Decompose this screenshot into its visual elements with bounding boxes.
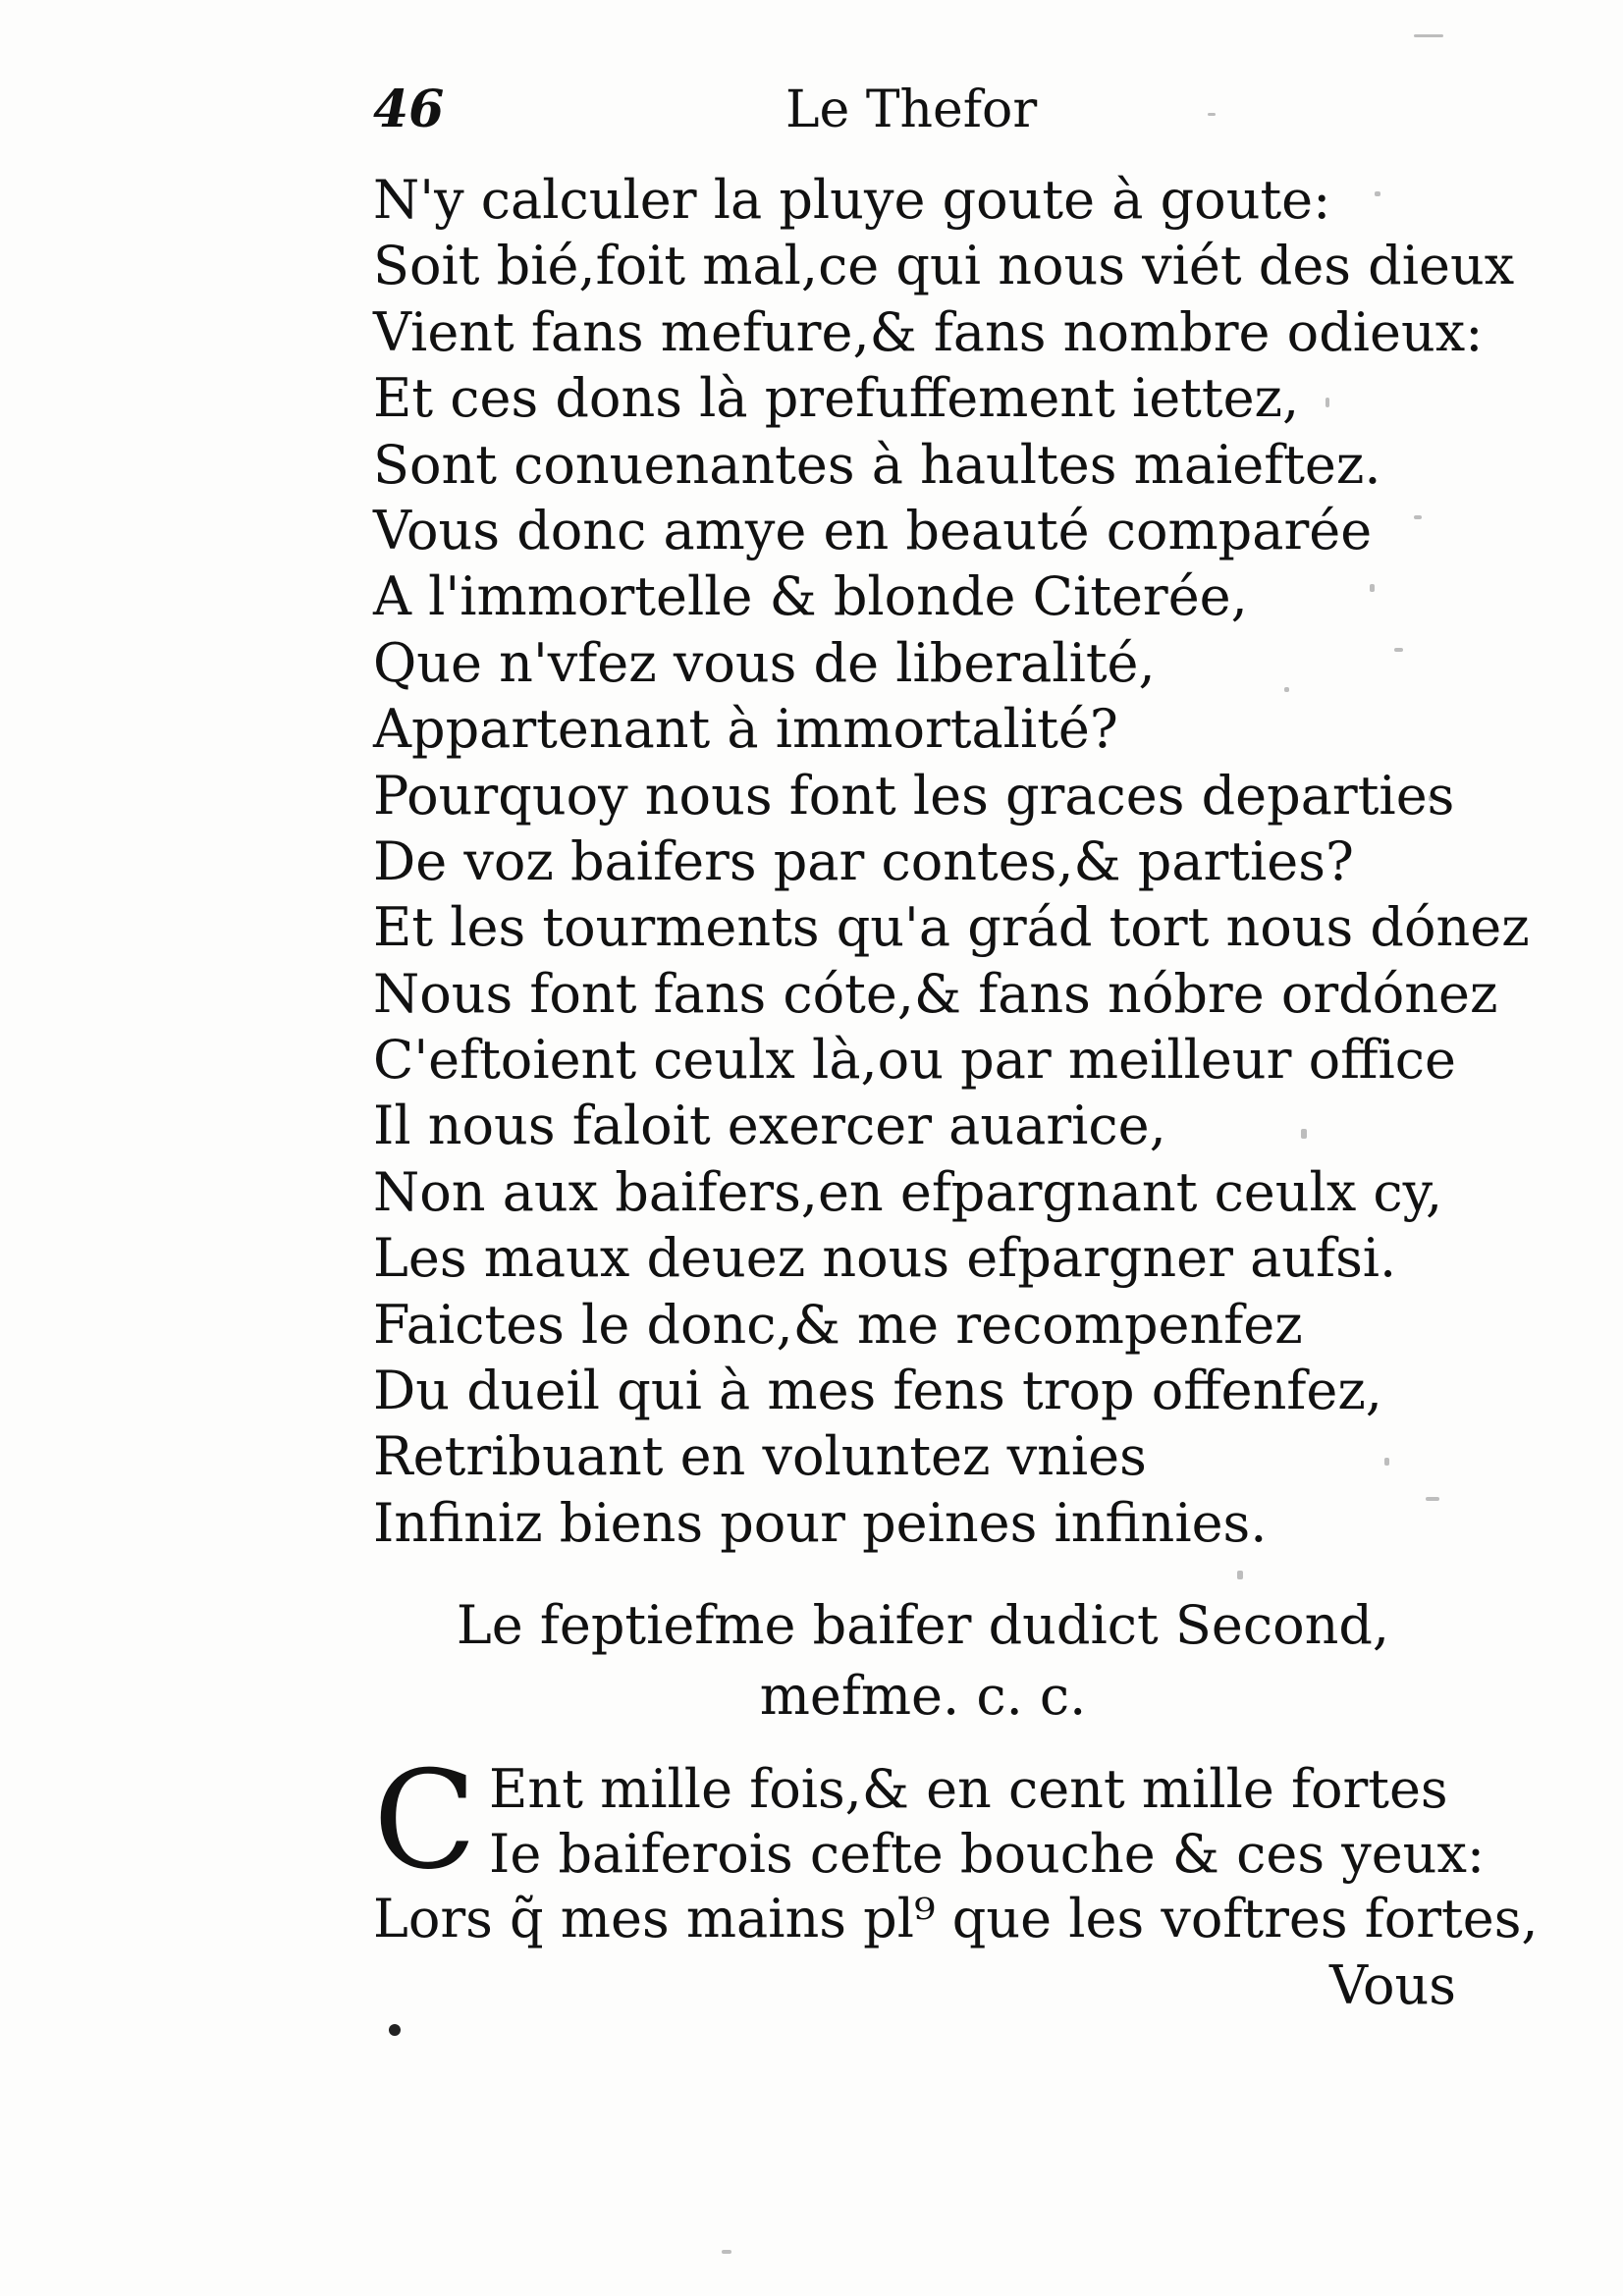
page-number: 46 — [373, 80, 445, 139]
verse-line: Que n'vfez vous de liberalité, — [373, 631, 1156, 694]
heading-subtitle: mefme. c. c. — [759, 1665, 1087, 1727]
bleed-speck — [1414, 34, 1443, 37]
verse-line: Faictes le donc,& me recompenfez — [373, 1293, 1303, 1356]
verse-line: Du dueil qui à mes fens trop offenfez, — [373, 1360, 1382, 1422]
verse-line: Soit bié,foit mal,ce qui nous viét des dieux — [373, 235, 1515, 297]
bleed-speck — [722, 2250, 731, 2254]
stanza-line: Ie baiferois cefte bouche & ces yeux: — [489, 1823, 1486, 1885]
verse-line: Sont conuenantes à haultes maieftez. — [373, 433, 1381, 496]
verse-line: Appartenant à immortalité? — [373, 698, 1118, 761]
verse-line: Retribuant en voluntez vnies — [373, 1425, 1147, 1488]
verse-line: Vous donc amye en beauté comparée — [373, 499, 1373, 561]
verse-line: Infiniz biens pour peines infinies. — [373, 1491, 1268, 1554]
verse-line: Non aux baifers,en efpargnant ceulx cy, — [373, 1160, 1443, 1223]
verse-line: N'y calculer la pluye goute à goute: — [373, 169, 1331, 231]
heading-title: Le feptiefme baifer dudict Second, — [456, 1594, 1390, 1656]
verse-line: Et ces dons là prefuffement iettez, — [373, 367, 1300, 430]
verse-line: Pourquoy nous font les graces departies — [373, 764, 1455, 827]
stanza-line: Ent mille fois,& en cent mille fortes — [489, 1758, 1448, 1820]
verse-line: Nous font fans cóte,& fans nóbre ordónez — [373, 962, 1498, 1025]
bleed-speck — [1237, 1571, 1243, 1579]
verse-line: Et les tourments qu'a grád tort nous dónez — [373, 896, 1530, 959]
verse-line: De voz baifers par contes,& parties? — [373, 829, 1354, 892]
stanza-line: Lors q̃ mes mains pl⁹ que les voftres fortes, — [373, 1888, 1539, 1949]
verse-line: Il nous faloit exercer auarice, — [373, 1095, 1166, 1157]
verse-block — [373, 167, 1530, 1556]
verse-line: Vient fans mefure,& fans nombre odieux: — [373, 300, 1484, 363]
poem-stanza — [373, 1741, 1539, 1951]
verse-line: C'eftoient ceulx là,ou par meilleur office — [373, 1029, 1456, 1092]
section-heading — [373, 1590, 1473, 1732]
verse-line: A l'immortelle & blonde Citerée, — [373, 565, 1248, 628]
drop-capital: C — [373, 1741, 477, 1899]
ink-dot — [389, 2024, 401, 2036]
running-title: Le Thefor — [785, 80, 1038, 139]
verse-line: Les maux deuez nous efpargner aufsi. — [373, 1227, 1397, 1290]
page-header — [373, 71, 1453, 149]
catchword: Vous — [1328, 1954, 1456, 2016]
